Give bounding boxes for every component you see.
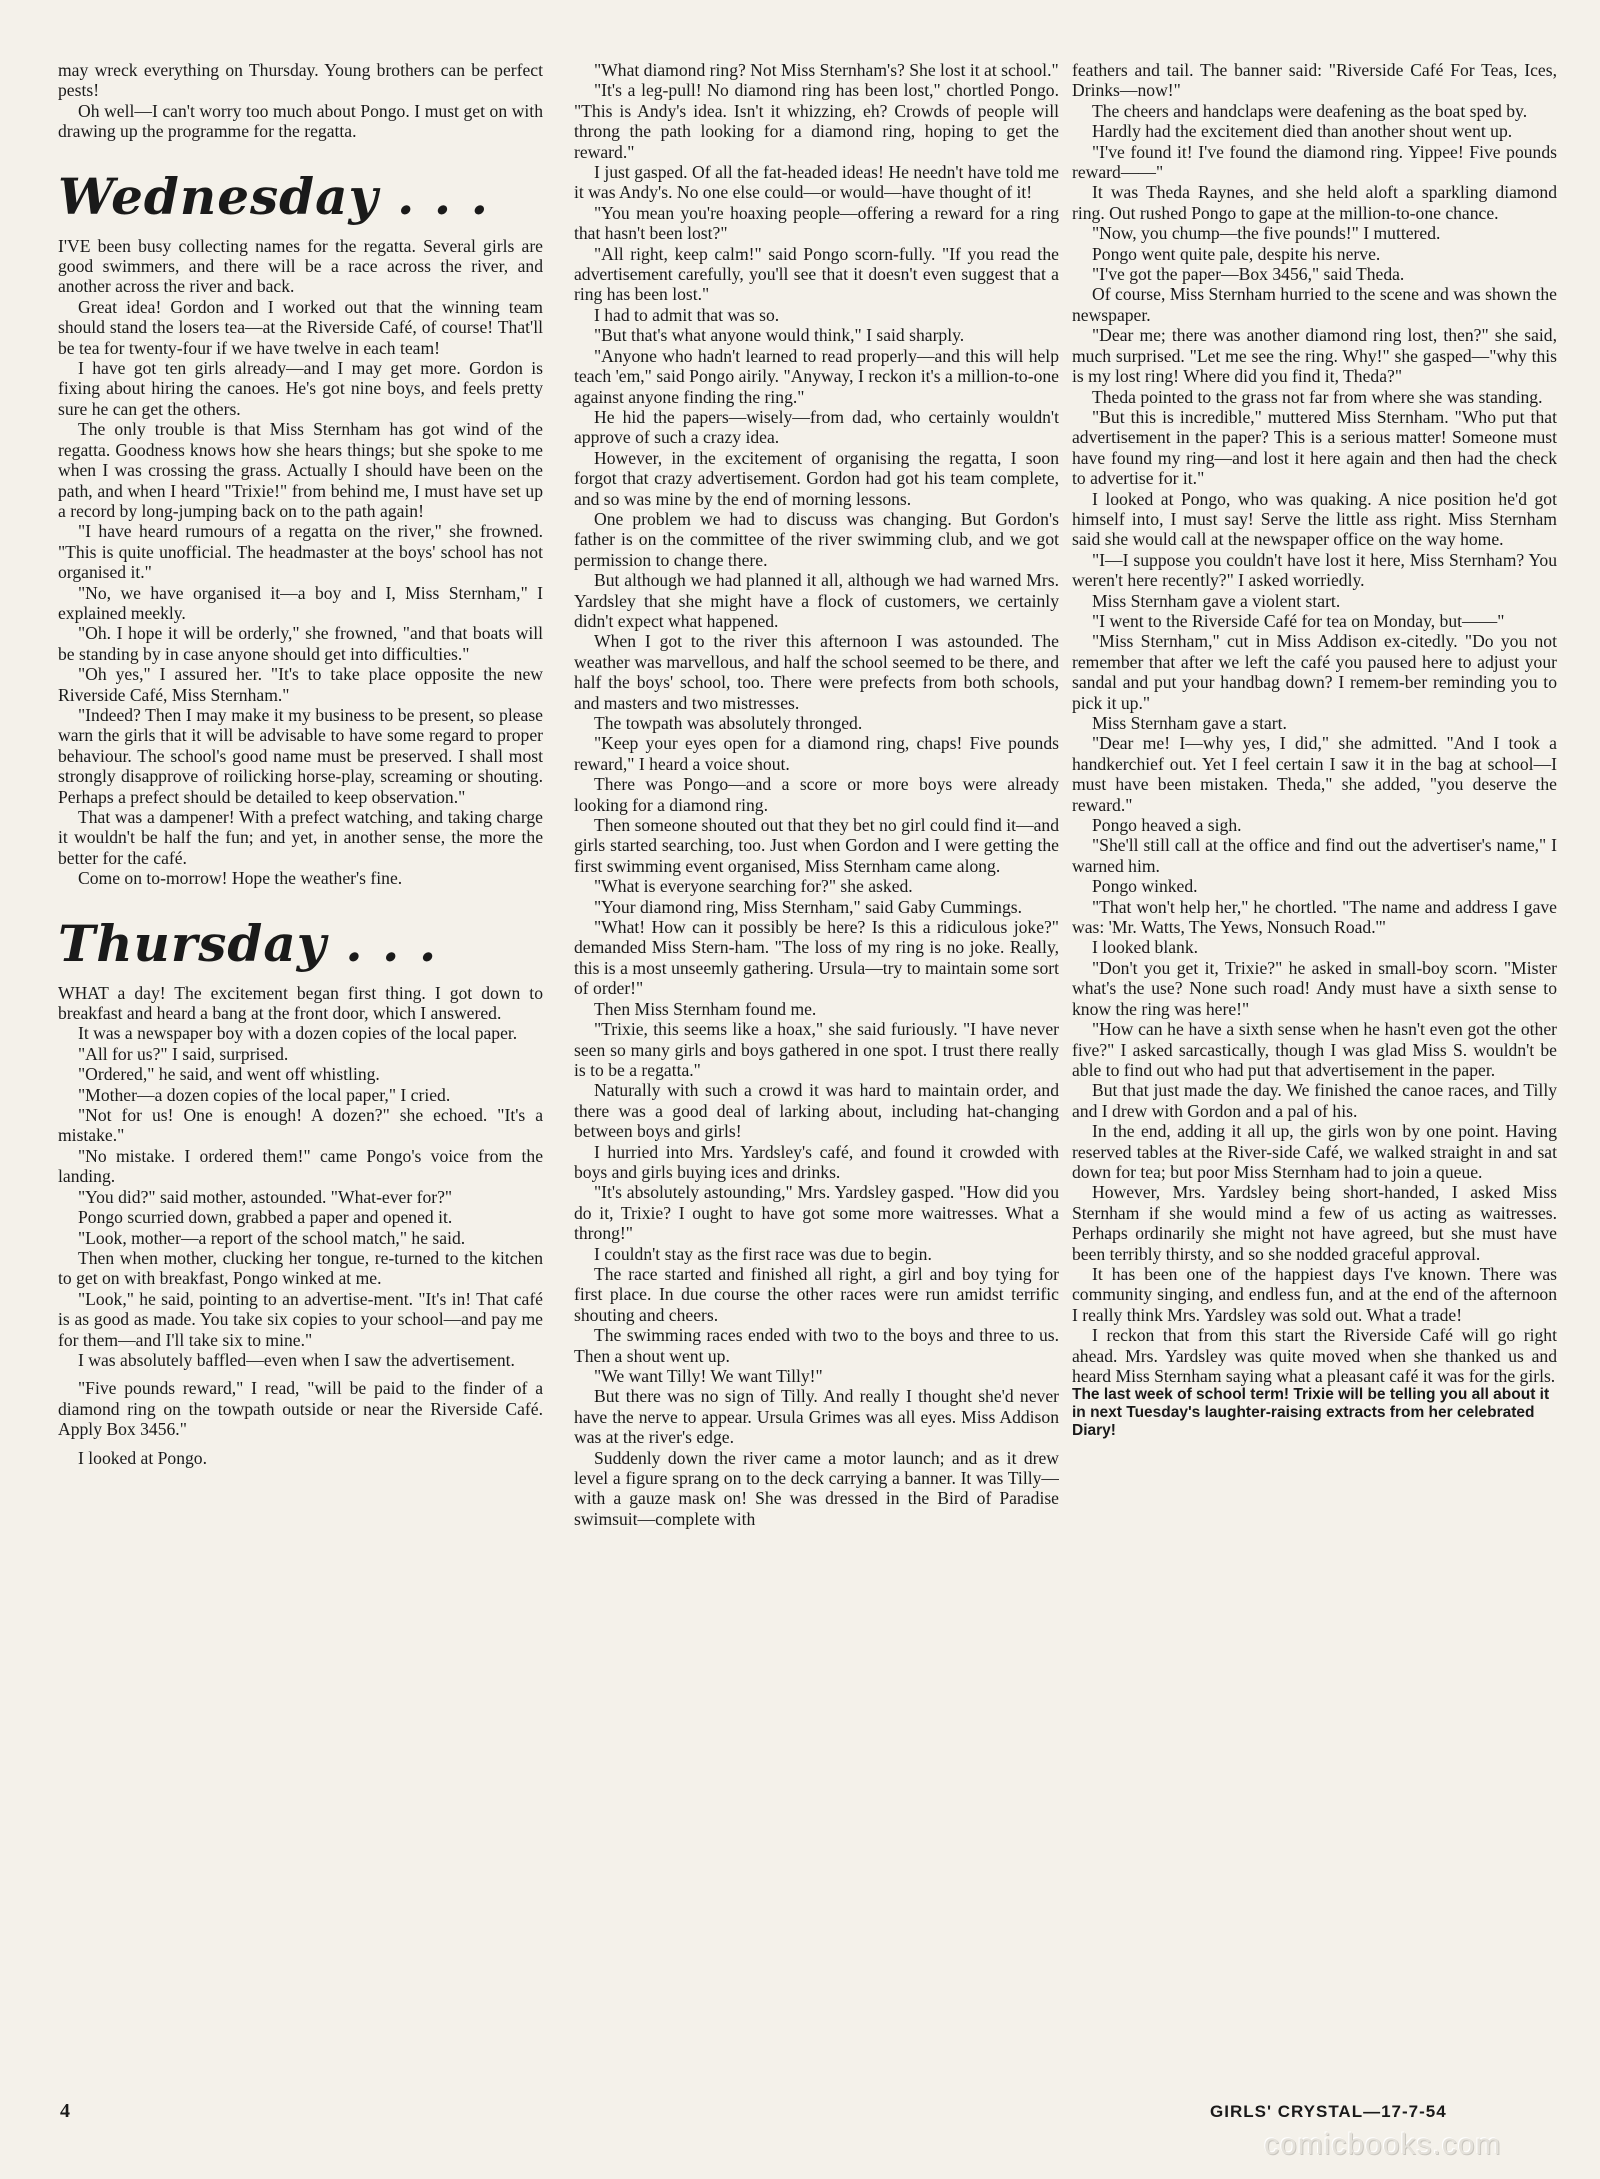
- paragraph: The race started and finished all right, a girl and boy tying for first place. In due course the other races were run amidst terrific shouting and cheers.: [574, 1263, 1059, 1325]
- paragraph: Oh well—I can't worry too much about Pongo. I must get on with drawing up the programme for the regatta.: [58, 100, 543, 142]
- paragraph: It has been one of the happiest days I've known. There was community singing, and endless fun, and at the end of the afternoon I really think Mrs. Yardsley was sold out. What a trade!: [1072, 1263, 1557, 1325]
- column-2: [574, 60, 1059, 2100]
- paragraph: Pongo heaved a sigh.: [1092, 815, 1242, 836]
- paragraph: "I—I suppose you couldn't have lost it here, Miss Sternham? You weren't here recently?" I asked worriedly.: [1072, 549, 1557, 591]
- paragraph: Miss Sternham gave a violent start.: [1092, 590, 1341, 611]
- paragraph: Pongo winked.: [1092, 876, 1198, 897]
- paragraph: The cheers and handclaps were deafening as the boat sped by.: [1092, 100, 1528, 121]
- paragraph: "Mother—a dozen copies of the local paper," I cried.: [78, 1084, 451, 1105]
- paragraph: "No, we have organised it—a boy and I, Miss Sternham," I explained meekly.: [58, 582, 543, 623]
- paragraph: I looked at Pongo.: [78, 1447, 208, 1468]
- paragraph: Hardly had the excitement died than another shout went up.: [1092, 121, 1513, 142]
- paragraph: "Indeed? Then I may make it my business to be present, so please warn the girls that it will be advisable to have some regard to proper behaviour. The school's good name must be preserved. I shall most strongly disapprove of roilicking horse-play, screaming or shouting. Perhaps a prefect should be detailed to keep observation.": [58, 704, 543, 807]
- paragraph: Of course, Miss Sternham hurried to the scene and was shown the newspaper.: [1072, 284, 1557, 325]
- paragraph: "Keep your eyes open for a diamond ring, chaps! Five pounds reward," I heard a voice shout.: [574, 733, 1059, 774]
- paragraph: It was Theda Raynes, and she held aloft a sparkling diamond ring. Out rushed Pongo to gape at the million-to-one chance.: [1072, 182, 1557, 223]
- paragraph: "But this is incredible," muttered Miss Sternham. "Who put that advertisement in the paper? This is a serious matter! Someone must have found my ring—and lost it here again and then had the check to advertise for it.": [1072, 406, 1557, 489]
- paragraph: The towpath was absolutely thronged.: [594, 713, 863, 733]
- paragraph: "All right, keep calm!" said Pongo scorn-fully. "If you read the advertisement carefully, you'll see that it doesn't even suggest that a ring has been lost.": [574, 243, 1059, 305]
- paragraph: Great idea! Gordon and I worked out that the winning team should stand the losers tea—at the Riverside Café, of course! That'll be tea for twenty-four if we have twelve in each team!: [58, 296, 543, 358]
- paragraph: I have got ten girls already—and I may get more. Gordon is fixing about hiring the canoes. He's got nine boys, and feels pretty sure he can get the others.: [58, 358, 543, 419]
- paragraph: "What is everyone searching for?" she asked.: [594, 876, 913, 897]
- paragraph: Miss Sternham gave a start.: [1092, 713, 1287, 733]
- paragraph: "Don't you get it, Trixie?" he asked in small-boy scorn. "Mister what's the use? None such road! Andy must have a sixth sense to know the ring was here!": [1072, 957, 1557, 1019]
- paragraph: He hid the papers—wisely—from dad, who certainly wouldn't approve of such a crazy idea.: [574, 406, 1059, 448]
- paragraph: "Trixie, this seems like a hoax," she said furiously. "I have never seen so many girls and boys gathered in one spot. I trust there really is to be a regatta.": [574, 1019, 1059, 1080]
- paragraph: The only trouble is that Miss Sternham has got wind of the regatta. Goodness knows how she hears things; but she spoke to me when I was crossing the grass. Actually I should have been on the path, and when I heard "Trixie!" from behind me, I must have set up a record by long-jumping back on to the path again!: [58, 419, 543, 521]
- issue-footer: GIRLS' CRYSTAL—17-7-54: [1210, 2102, 1447, 2121]
- paragraph: I hurried into Mrs. Yardsley's café, and found it crowded with boys and girls buying ices and drinks.: [574, 1141, 1059, 1182]
- paragraph: I looked at Pongo, who was quaking. A nice position he'd got himself into, I must say! Serve the little ass right. Miss Sternham said she would call at the newspaper office on the way home.: [1072, 488, 1557, 550]
- paragraph: However, Mrs. Yardsley being short-handed, I asked Miss Sternham if she would mind a few of us acting as waitresses. Perhaps ordinarily she might not have agreed, but she must have been terribly thirsty, and so she nodded graceful approval.: [1072, 1182, 1557, 1264]
- paragraph: "Not for us! One is enough! A dozen?" she echoed. "It's a mistake.": [58, 1105, 543, 1146]
- paragraph: "I have heard rumours of a regatta on the river," she frowned. "This is quite unofficial. The headmaster at the boys' school has not organised it.": [58, 521, 543, 583]
- page-number: 4: [60, 2100, 70, 2122]
- paragraph: In the end, adding it all up, the girls won by one point. Having reserved tables at the River-side Café, we walked straight in and sat down for tea; but poor Miss Sternham had to join a queue.: [1072, 1121, 1557, 1182]
- paragraph: When I got to the river this afternoon I was astounded. The weather was marvellous, and half the school seemed to be there, and half the boys' school, too. There were prefects from both schools, and masters and two mistresses.: [574, 631, 1059, 713]
- paragraph: "Miss Sternham," cut in Miss Addison ex-citedly. "Do you not remember that after we left the café you paused here to adjust your sandal and put your handbag down? I remem-ber reminding you to pick it up.": [1072, 631, 1557, 713]
- paragraph: I reckon that from this start the Riverside Café will go right ahead. Mrs. Yardsley was quite moved when she thanked us and heard Miss Sternham saying what a pleasant café it was for the girls.: [1072, 1325, 1557, 1386]
- paragraph: "No mistake. I ordered them!" came Pongo's voice from the landing.: [58, 1145, 543, 1187]
- paragraph: The swimming races ended with two to the boys and three to us. Then a shout went up.: [574, 1325, 1059, 1366]
- next-issue-promo: The last week of school term! Trixie will be telling you all about it in next Tuesday's laughter-raising extracts from her celebrated Diary!: [1072, 1386, 1550, 1440]
- paragraph: Then when mother, clucking her tongue, re-turned to the kitchen to get on with breakfast, Pongo winked at me.: [58, 1247, 543, 1289]
- paragraph: "You mean you're hoaxing people—offering a reward for a ring that hasn't been lost?": [574, 202, 1059, 244]
- paragraph: It was a newspaper boy with a dozen copies of the local paper.: [78, 1023, 518, 1044]
- section-heading-wednesday: Wednesday . . .: [58, 166, 490, 226]
- paragraph: There was Pongo—and a score or more boys were already looking for a diamond ring.: [574, 774, 1059, 815]
- paragraph: "It's absolutely astounding," Mrs. Yardsley gasped. "How did you do it, Trixie? I ought to have got some more waitresses. What a throng!": [574, 1182, 1059, 1244]
- paragraph: feathers and tail. The banner said: "Riverside Café For Teas, Ices, Drinks—now!": [1072, 60, 1557, 101]
- paragraph: "Your diamond ring, Miss Sternham," said Gaby Cummings.: [594, 896, 1022, 917]
- paragraph: I couldn't stay as the first race was due to begin.: [594, 1243, 932, 1264]
- paragraph: "But that's what anyone would think," I said sharply.: [594, 325, 965, 346]
- paragraph: I looked blank.: [1092, 937, 1199, 958]
- paragraph: Pongo went quite pale, despite his nerve.: [1092, 243, 1381, 264]
- paragraph: "How can he have a sixth sense when he hasn't even got the other five?" I asked sarcastically, though I was glad Miss S. wouldn't be able to find out who had put that advertisement in the paper.: [1072, 1019, 1557, 1080]
- paragraph: But that just made the day. We finished the canoe races, and Tilly and I drew with Gordon and a pal of his.: [1072, 1080, 1557, 1121]
- paragraph: Come on to-morrow! Hope the weather's fine.: [78, 868, 403, 889]
- paragraph: Suddenly down the river came a motor launch; and as it drew level a figure sprang on to the deck carrying a banner. It was Tilly—with a gauze mask on! She was dressed in the Bird of Paradise swimsuit—complete with: [574, 1447, 1059, 1529]
- paragraph: "Oh yes," I assured her. "It's to take place opposite the new Riverside Café, Miss Sternham.": [58, 664, 543, 705]
- paragraph: "I've got the paper—Box 3456," said Theda.: [1092, 264, 1405, 285]
- paragraph: "Five pounds reward," I read, "will be paid to the finder of a diamond ring on the towpath outside or near the Riverside Café. Apply Box 3456.": [58, 1378, 543, 1440]
- paragraph: However, in the excitement of organising the regatta, I soon forgot that crazy advertisement. Gordon had got his team complete, and so was mine by the end of morning lessons.: [574, 447, 1059, 509]
- paragraph: "It's a leg-pull! No diamond ring has been lost," chortled Pongo. "This is Andy's idea. Isn't it whizzing, eh? Crowds of people will throng the path looking for a diamond ring, hoping to get the reward.": [574, 80, 1059, 162]
- paragraph: "Oh. I hope it will be orderly," she frowned, "and that boats will be standing by in case anyone should get into difficulties.": [58, 623, 543, 664]
- paragraph: "Dear me! I—why yes, I did," she admitted. "And I took a handkerchief out. Yet I feel certain I saw it in the bag at school—I must have been mistaken. Theda," she added, "you deserve the reward.": [1072, 733, 1557, 815]
- paragraph: Then Miss Sternham found me.: [594, 998, 817, 1019]
- paragraph: Theda pointed to the grass not far from where she was standing.: [1092, 386, 1543, 407]
- paragraph: I just gasped. Of all the fat-headed ideas! He needn't have told me it was Andy's. No one else could—or would—have thought of it!: [574, 162, 1059, 203]
- paragraph: One problem we had to discuss was changing. But Gordon's father is on the committee of the river swimming club, and we got permission to change there.: [574, 508, 1059, 570]
- paragraph: That was a dampener! With a prefect watching, and taking charge it wouldn't be half the fun; and yet, in another sense, the more the better for the café.: [58, 807, 543, 868]
- paragraph: I had to admit that was so.: [594, 304, 780, 325]
- paragraph: "That won't help her," he chortled. "The name and address I gave was: 'Mr. Watts, The Yews, Nonsuch Road.'": [1072, 896, 1557, 938]
- paragraph: "We want Tilly! We want Tilly!": [594, 1366, 823, 1386]
- paragraph: But although we had planned it all, although we had warned Mrs. Yardsley that she might have a flock of customers, we certainly didn't expect what happened.: [574, 570, 1059, 631]
- paragraph: Naturally with such a crowd it was hard to maintain order, and there was a good deal of larking about, including hat-changing between boys and girls!: [574, 1080, 1059, 1142]
- paragraph: "Anyone who hadn't learned to read properly—and this will help teach 'em," said Pongo airily. "Anyway, I reckon it's a million-to-one against anyone finding the ring.": [574, 345, 1059, 407]
- paragraph: But there was no sign of Tilly. And really I thought she'd never have the nerve to appear. Ursula Grimes was all eyes. Miss Addison was at the river's edge.: [574, 1386, 1059, 1448]
- paragraph: WHAT a day! The excitement began first thing. I got down to breakfast and heard a bang at the front door, which I answered.: [58, 982, 543, 1024]
- column-3: [1072, 60, 1557, 2100]
- paragraph: "I went to the Riverside Café for tea on Monday, but——": [1092, 610, 1505, 631]
- paragraph: "Dear me; there was another diamond ring lost, then?" she said, much surprised. "Let me see the ring. Why!" she gasped—"why this is my lost ring! Where did you find it, Theda?": [1072, 325, 1557, 387]
- paragraph: "All for us?" I said, surprised.: [78, 1043, 289, 1064]
- watermark: comicbooks.com: [1264, 2128, 1502, 2161]
- paragraph: "Look, mother—a report of the school match," he said.: [78, 1227, 466, 1248]
- paragraph: "You did?" said mother, astounded. "What-ever for?": [78, 1186, 453, 1207]
- section-heading-thursday: Thursday . . .: [58, 913, 438, 973]
- paragraph: Then someone shouted out that they bet no girl could find it—and girls started searching, too. Just when Gordon and I were getting the first swimming event organised, Miss Sternham came along.: [574, 815, 1059, 876]
- paragraph: "She'll still call at the office and find out the advertiser's name," I warned him.: [1072, 835, 1557, 876]
- paragraph: "What! How can it possibly be here? Is this a ridiculous joke?" demanded Miss Stern-ham. "The loss of my ring is no joke. Really, this is a most unseemly gathering. Ursula—try to maintain some sort of order!": [574, 917, 1059, 999]
- paragraph: "Now, you chump—the five pounds!" I muttered.: [1092, 223, 1441, 244]
- paragraph: I was absolutely baffled—even when I saw the advertisement.: [78, 1349, 515, 1370]
- paragraph: may wreck everything on Thursday. Young brothers can be perfect pests!: [58, 60, 543, 101]
- paragraph: I'VE been busy collecting names for the regatta. Several girls are good swimmers, and there will be a race across the river, and another across the river and back.: [58, 235, 543, 297]
- paragraph: "Look," he said, pointing to an advertise-ment. "It's in! That café is as good as made. You take six copies to your school—and pay me for them—and I'll take six to mine.": [58, 1288, 543, 1350]
- column-1: [58, 60, 543, 2100]
- paragraph: "I've found it! I've found the diamond ring. Yippee! Five pounds reward——": [1072, 141, 1557, 183]
- paragraph: "What diamond ring? Not Miss Sternham's? She lost it at school.": [594, 60, 1059, 80]
- paragraph: Pongo scurried down, grabbed a paper and opened it.: [78, 1207, 453, 1228]
- paragraph: "Ordered," he said, and went off whistling.: [78, 1064, 380, 1085]
